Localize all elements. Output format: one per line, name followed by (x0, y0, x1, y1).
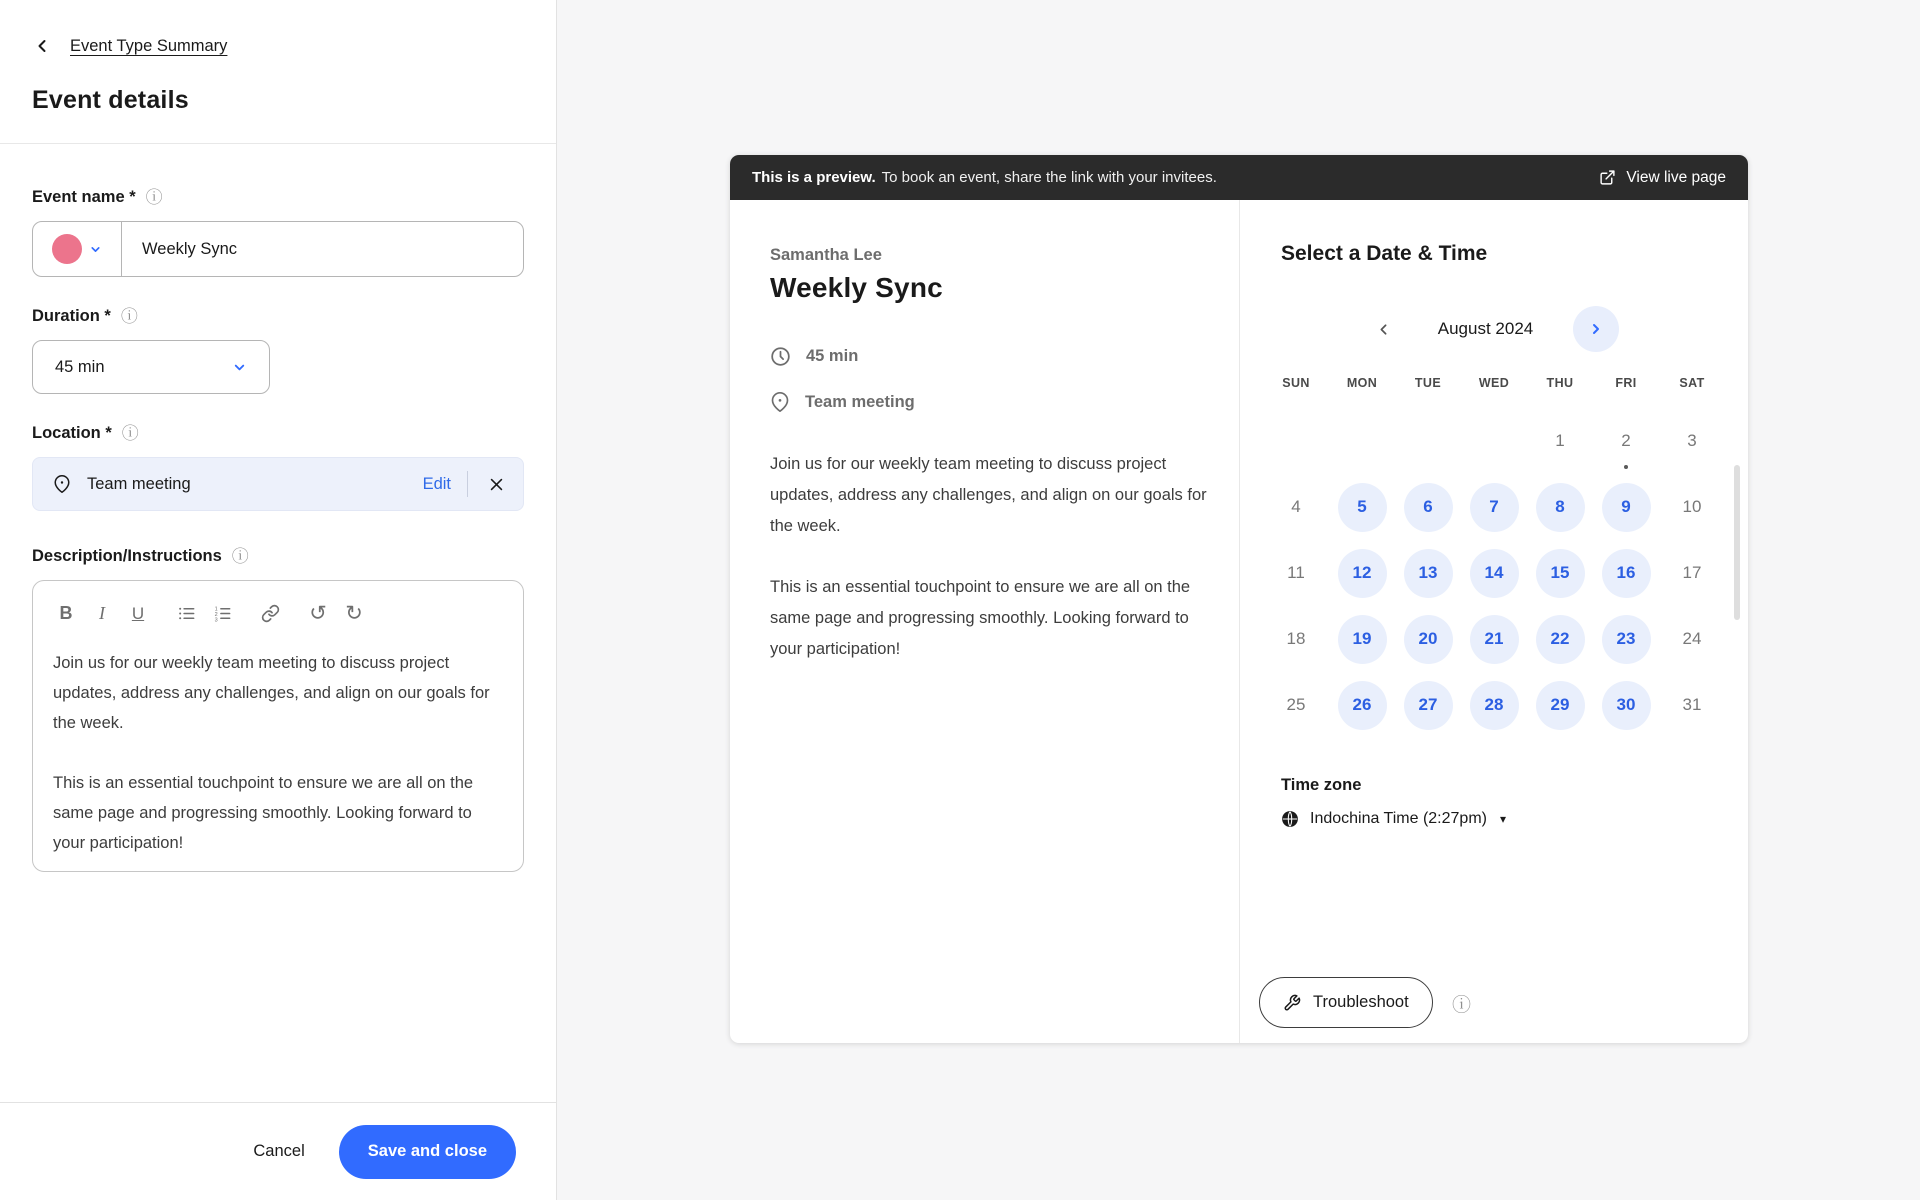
svg-text:1: 1 (214, 606, 218, 613)
calendar-day-unavailable: 3 (1687, 431, 1697, 450)
calendar-day-cell (1593, 672, 1659, 738)
event-name-group (32, 188, 524, 277)
calendar-day-unavailable: 31 (1682, 695, 1702, 714)
empty-day-cell (1395, 408, 1461, 474)
calendar-grid (1263, 376, 1725, 738)
event-name-label-row (32, 188, 524, 207)
timezone-block (1240, 776, 1748, 828)
calendar-day-cell (1527, 540, 1593, 606)
calendar-day-cell (1329, 606, 1395, 672)
preview-banner-note: To book an event, share the link with your invitees. (881, 169, 1217, 186)
calendar-day-unavailable: 11 (1287, 563, 1305, 582)
calendar-day-cell (1593, 474, 1659, 540)
calendar-day-unavailable: 17 (1682, 563, 1702, 582)
preview-event-column (730, 200, 1239, 1043)
event-meta (770, 346, 1199, 412)
weekday-header: FRI (1615, 376, 1637, 390)
location-pin-icon (53, 475, 71, 493)
calendar-day-available[interactable]: 20 (1404, 615, 1453, 664)
calendar-day-unavailable: 4 (1291, 497, 1301, 516)
calendar-day-cell (1527, 474, 1593, 540)
weekday-header: MON (1346, 376, 1378, 390)
chevron-down-icon (89, 243, 102, 256)
location-label: Location * (32, 424, 112, 442)
location-edit-button[interactable]: Edit (422, 474, 451, 493)
location-group (32, 424, 524, 511)
calendar-day-unavailable: 18 (1286, 629, 1306, 648)
svg-text:2: 2 (214, 611, 218, 618)
calendar-day-available[interactable]: 30 (1602, 681, 1651, 730)
undo-icon[interactable]: ↺ (309, 602, 327, 625)
bold-icon[interactable]: B (59, 603, 73, 623)
link-icon[interactable] (257, 604, 283, 623)
calendar-day-unavailable: 24 (1682, 629, 1702, 648)
empty-day-cell (1263, 408, 1329, 474)
description-group (32, 547, 524, 872)
calendar-day-cell (1527, 408, 1593, 474)
italic-icon[interactable]: I (99, 603, 105, 623)
calendar-day-cell (1659, 606, 1725, 672)
breadcrumb (32, 36, 524, 56)
preview-description-paragraph: This is an essential touchpoint to ensure we are all on the same page and progressing smoothly. Looking forward to your participation! (770, 578, 1191, 658)
calendar-day-available[interactable]: 29 (1536, 681, 1585, 730)
calendar-day-available[interactable]: 14 (1470, 549, 1519, 598)
location-pin-icon (770, 392, 790, 412)
description-paragraph: This is an essential touchpoint to ensure we are all on the same page and progressing smoothly. Looking forward to your participation! (53, 774, 474, 852)
info-icon[interactable]: ⓘ (121, 424, 139, 443)
wrench-icon (1283, 994, 1301, 1012)
calendar-day-cell (1659, 540, 1725, 606)
page-title: Event details (32, 86, 189, 114)
info-icon[interactable]: ⓘ (231, 547, 249, 566)
preview-description (770, 449, 1210, 665)
empty-day-cell (1329, 408, 1395, 474)
location-value: Team meeting (87, 474, 191, 493)
calendar-day-cell (1461, 606, 1527, 672)
preview-description-paragraph: Join us for our weekly team meeting to discuss project updates, address any challenges, and align on our goals for the week. (770, 455, 1207, 535)
calendar-day-cell (1395, 672, 1461, 738)
event-color-swatch (52, 234, 82, 264)
timezone-selector[interactable] (1281, 810, 1748, 828)
duration-select[interactable] (32, 340, 270, 394)
calendar-day-available[interactable]: 8 (1536, 483, 1585, 532)
calendar-day-available[interactable]: 6 (1404, 483, 1453, 532)
troubleshoot-info-icon[interactable]: ⓘ (1452, 995, 1472, 1016)
calendar-day-available[interactable]: 12 (1338, 549, 1387, 598)
bullet-list-icon[interactable] (173, 604, 199, 623)
preview-body (730, 200, 1748, 1043)
preview-duration: 45 min (806, 347, 859, 365)
calendar-day-available[interactable]: 9 (1602, 483, 1651, 532)
duration-label: Duration * (32, 307, 111, 325)
troubleshoot-label: Troubleshoot (1313, 993, 1409, 1011)
calendar-day-unavailable: 25 (1286, 695, 1306, 714)
calendar-day-cell (1395, 474, 1461, 540)
calendar-day-unavailable: 1 (1555, 431, 1565, 450)
calendar-day-cell (1593, 408, 1659, 474)
info-icon[interactable]: ⓘ (145, 188, 163, 207)
location-label-row (32, 424, 524, 443)
event-details-sidebar (0, 0, 557, 1200)
location-meta-row (770, 392, 1199, 412)
breadcrumb-link-event-type-summary[interactable]: Event Type Summary (70, 36, 228, 55)
richtext-toolbar (53, 601, 503, 626)
preview-banner-text (752, 169, 1599, 186)
chevron-right-icon (1588, 321, 1604, 337)
next-month-button[interactable] (1573, 306, 1619, 352)
location-divider (467, 471, 468, 497)
event-name-input[interactable] (32, 221, 524, 277)
calendar-day-available[interactable]: 26 (1338, 681, 1387, 730)
preview-banner (730, 155, 1748, 200)
numbered-list-icon[interactable] (209, 604, 235, 623)
previous-month-button[interactable] (1369, 315, 1398, 344)
description-text[interactable] (53, 648, 503, 858)
calendar-day-cell (1395, 606, 1461, 672)
underline-icon[interactable]: U (131, 603, 145, 623)
info-icon[interactable]: ⓘ (120, 307, 138, 326)
weekday-header: SAT (1679, 376, 1705, 390)
weekday-header: SUN (1282, 376, 1310, 390)
calendar-day-cell (1659, 672, 1725, 738)
sidebar-header (0, 0, 556, 143)
calendar-day-cell (1329, 672, 1395, 738)
calendar-day-available[interactable]: 22 (1536, 615, 1585, 664)
preview-banner-bold: This is a preview. (752, 169, 876, 186)
calendar-day-available[interactable]: 5 (1338, 483, 1387, 532)
month-navigation (1240, 306, 1748, 352)
sidebar-form (0, 144, 556, 1102)
preview-event-title: Weekly Sync (770, 272, 943, 303)
date-picker-column (1239, 200, 1748, 1043)
calendar-day-cell (1461, 474, 1527, 540)
calendar-day-cell (1461, 672, 1527, 738)
calendar-day-available[interactable]: 16 (1602, 549, 1651, 598)
weekday-header: THU (1546, 376, 1574, 390)
calendar-day-cell (1329, 474, 1395, 540)
clock-icon (770, 346, 791, 367)
calendar-day-available[interactable]: 28 (1470, 681, 1519, 730)
timezone-value: Indochina Time (2:27pm) (1310, 810, 1487, 827)
calendar-day-unavailable: 2 (1621, 431, 1631, 450)
calendar-day-cell (1329, 540, 1395, 606)
host-name: Samantha Lee (770, 246, 882, 264)
calendar-day-available[interactable]: 7 (1470, 483, 1519, 532)
weekday-header: TUE (1414, 376, 1442, 390)
calendar-day-cell (1461, 540, 1527, 606)
empty-day-cell (1461, 408, 1527, 474)
calendar-day-cell (1263, 606, 1329, 672)
calendar-day-cell (1263, 474, 1329, 540)
calendar-day-cell (1527, 606, 1593, 672)
redo-icon[interactable]: ↻ (345, 602, 363, 625)
calendar-day-unavailable: 10 (1682, 497, 1702, 516)
calendar-day-available[interactable]: 19 (1338, 615, 1387, 664)
calendar-day-cell (1659, 474, 1725, 540)
duration-label-row (32, 307, 524, 326)
scrollbar-thumb[interactable] (1734, 465, 1740, 620)
description-editor[interactable] (32, 580, 524, 872)
calendar-day-available[interactable]: 21 (1470, 615, 1519, 664)
calendar-day-available[interactable]: 23 (1602, 615, 1651, 664)
description-label-row (32, 547, 524, 566)
event-color-picker[interactable] (33, 222, 122, 276)
calendar-day-cell (1395, 540, 1461, 606)
view-live-page-label: View live page (1626, 168, 1726, 186)
troubleshoot-button[interactable] (1259, 977, 1433, 1028)
event-name-label: Event name * (32, 188, 136, 206)
calendar-day-cell (1527, 672, 1593, 738)
save-and-close-button[interactable]: Save and close (339, 1125, 516, 1179)
description-label: Description/Instructions (32, 547, 222, 565)
calendar-day-cell (1263, 672, 1329, 738)
caret-down-icon: ▾ (1499, 812, 1507, 826)
close-icon (488, 476, 505, 493)
current-month-label: August 2024 (1437, 319, 1534, 338)
calendar-day-available[interactable]: 13 (1404, 549, 1453, 598)
globe-icon (1281, 810, 1299, 828)
date-picker-title: Select a Date & Time (1281, 242, 1488, 265)
event-name-value[interactable]: Weekly Sync (142, 239, 238, 258)
calendar-day-cell (1659, 408, 1725, 474)
duration-meta-row (770, 346, 1199, 367)
duration-value: 45 min (55, 357, 105, 376)
preview-location: Team meeting (805, 392, 915, 411)
location-remove-button[interactable] (484, 472, 509, 497)
location-row (32, 457, 524, 511)
duration-group (32, 307, 524, 394)
external-link-icon (1599, 169, 1616, 186)
description-paragraph: Join us for our weekly team meeting to discuss project updates, address any challenges, and align on our goals for the week. (53, 654, 490, 732)
today-dot (1624, 465, 1628, 469)
calendar-day-cell (1593, 606, 1659, 672)
chevron-left-icon (1375, 321, 1392, 338)
weekday-header: WED (1478, 376, 1510, 390)
calendar-day-cell (1593, 540, 1659, 606)
calendar-day-cell (1263, 540, 1329, 606)
calendar-day-available[interactable]: 15 (1536, 549, 1585, 598)
chevron-down-icon (232, 360, 247, 375)
timezone-label: Time zone (1281, 776, 1362, 794)
booking-preview-card (730, 155, 1748, 1043)
cancel-button[interactable]: Cancel (253, 1142, 305, 1160)
svg-text:3: 3 (214, 617, 218, 623)
view-live-page-link[interactable] (1599, 169, 1726, 187)
back-chevron-icon[interactable] (32, 36, 52, 56)
calendar-day-available[interactable]: 27 (1404, 681, 1453, 730)
sidebar-footer (0, 1102, 556, 1200)
